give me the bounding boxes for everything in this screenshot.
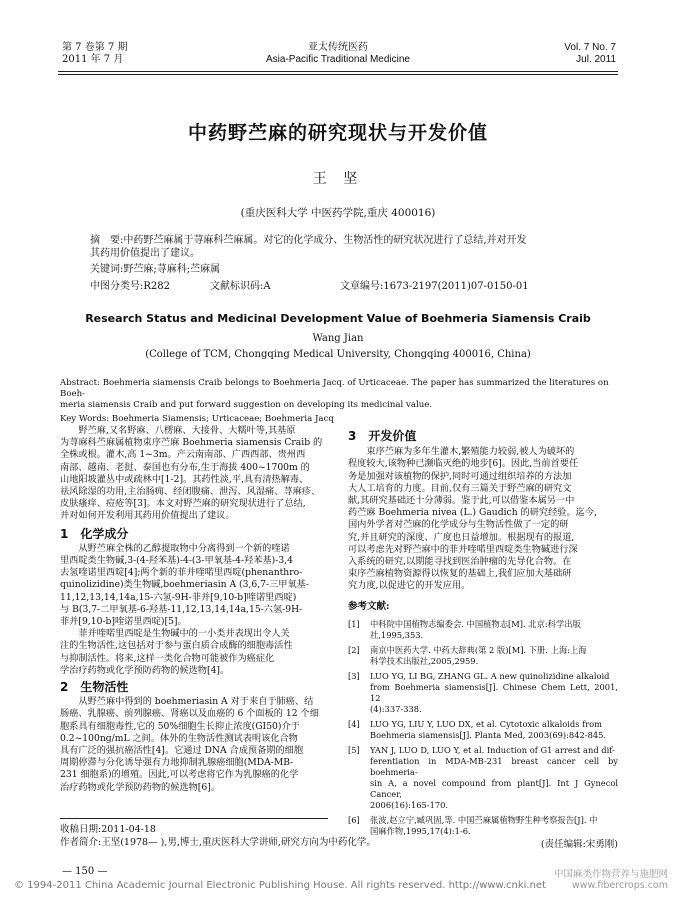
text-line: 菲并[9,10-b]喹诺里西啶)[5]。	[60, 616, 187, 628]
section-1-title: 1 化学成分	[60, 526, 129, 541]
text-line: 务是加强对该植物的保护,同时可通过组织培养的方法加	[348, 470, 572, 482]
text-line: 究力度,以促进它的开发应用。	[348, 580, 471, 592]
reference-text: from Boehmeria siamensis[J]. Chinese Chem Lett, 2001, 12	[370, 681, 618, 703]
abstract-cn-line: 摘 要:中药野苎麻属于荨麻科苎麻属。对它的化学成分、生物活性的研究状况进行了总结,并对开发	[90, 235, 527, 246]
reference-number: [2]	[348, 644, 360, 655]
header-rule-2	[58, 74, 618, 75]
text-line: 祛风除湿的功用,主治肠痈、经闭腹痛、泄泻、风湿痛、荨麻疹、	[60, 486, 321, 498]
text-line: 为荨麻科苎麻属植物束序苎麻 Boehmeria siamensis Craib 的	[60, 437, 323, 449]
copyright-notice: © 1994-2011 China Academic Journal Electronic Publishing House. All rights reserved. http://www.cnki.net	[14, 880, 546, 891]
text-line: 治疗药物或化学预防药物的候选物[6]。	[60, 781, 221, 793]
text-line: 束序苎麻植物资源得以恢复的基础上,我们应加大基础研	[348, 568, 572, 580]
text-line: 献,其研究基础还十分薄弱。鉴于此,可以借鉴本属另一中	[348, 495, 575, 507]
reference-text: 2006(16):165-170.	[370, 799, 449, 810]
right-column	[348, 430, 618, 851]
text-line: 可以考虑先对野苎麻中的菲并喹喏里西啶类生物碱进行深	[348, 543, 578, 555]
text-line: 去氢喹诺里西啶[4];两个新的菲并喹喏里西啶(phenanthro-	[60, 567, 303, 579]
abstract-cn	[90, 234, 620, 260]
author-bio: 作者简介:王坚(1978— ),男,博士,重庆医科大学讲师,研究方向为中药化学。	[60, 837, 376, 848]
references-title: 参考文献:	[348, 600, 390, 612]
text-line: 11,12,13,14,14a,15-六氢-9H-菲并[9,10-b]喹诺里西啶)	[60, 591, 297, 603]
abstract-en-line: Abstract: Boehmeria siamensis Craib belongs to Boehmeria Jacq. of Urticaceae. The paper has summarized the literatures on Boeh-	[60, 378, 609, 399]
section-3-body	[348, 446, 618, 592]
text-line: 从野苎麻中得到的 boehmeriasin A 对于来自于肺癌、结	[78, 696, 314, 708]
text-line: 胞系具有细胞毒性,它的 50%细胞生长抑止浓度(GI50)介于	[60, 720, 300, 732]
text-line: 南部、越南、老挝、泰国也有分布,生于海拔 400~1700m 的	[60, 461, 310, 473]
text-line: 皮肤瘙痒、痘疮等[3]。本文对野苎麻的研究现状进行了总结,	[60, 498, 306, 510]
journal-issue-en	[564, 42, 616, 66]
text-line: 学治疗药物或化学预防药物的候选物[4]。	[60, 664, 230, 676]
header-rule	[58, 71, 618, 72]
text-line: 从野苎麻全株的乙醇提取物中分离得到一个新的喹诺	[78, 542, 290, 554]
keywords-en: Key Words: Boehmeria Siamensis; Urticaceae; Boehmeria Jacq	[60, 414, 334, 424]
abstract-en	[60, 378, 618, 425]
watermark-line: 中国麻类作物营养与施肥网	[553, 869, 668, 880]
reference-text: 科学技术出版社,2005,2959.	[370, 655, 479, 666]
text-line: 大人工培育的力度。目前,仅有三篇关于野苎麻的研究文	[348, 482, 572, 494]
text-line: 程度较大,该物种已濒临灭绝的地步[6]。因此,当前首要任	[348, 458, 579, 470]
footnote-rule	[60, 818, 328, 819]
reference-number: [3]	[348, 670, 360, 681]
article-number: 文章编号:1673-2197(2011)07-0150-01	[340, 281, 529, 292]
issue-date: 2011 年 7 月	[62, 54, 124, 65]
text-line: 全株或根。灌木,高 1~3m。产云南南部、广西西部、贵州西	[60, 449, 306, 461]
reference-number: [5]	[348, 744, 360, 755]
reference-item	[348, 815, 618, 837]
text-line: 与 B(3,7-二甲氧基-6-羟基-11,12,13,14,14a,15-六氢-9H-	[60, 603, 303, 615]
issue-date-en: Jul. 2011	[576, 54, 616, 65]
reference-item	[348, 671, 618, 715]
section-3-title: 3 开发价值	[348, 429, 417, 443]
reference-text: 中科院中国植物志编委会. 中国植物志[M]. 北京:科学出版	[370, 618, 581, 629]
reference-number: [6]	[348, 814, 360, 825]
reference-number: [1]	[348, 618, 360, 629]
text-line: 并对如何开发利用其药用价值提出了建议。	[60, 510, 235, 522]
text-line: 菲并喹喏里西啶是生物碱中的一小类并表现出令人关	[78, 628, 290, 640]
text-line: 野苎麻,又名野麻、八楞麻、大接骨、大糯叶等,其基原	[78, 425, 296, 436]
document-code: 文献标识码:A	[210, 281, 271, 292]
section-2-title: 2 生物活性	[60, 680, 129, 695]
reference-text: YAN J, LUO D, LUO Y, et al. Induction of G1 arrest and dif-	[370, 744, 615, 755]
article-title-cn: 中药野苎麻的研究现状与开发价值	[187, 122, 488, 144]
text-line: 里西啶类生物碱,3-(4-羟苯基)-4-(3-甲氧基-4-羟苯基)-3,4	[60, 555, 293, 567]
reference-item	[348, 745, 618, 811]
text-line: quinolizidine)类生物碱,boehmeriasin A (3,6,7-三甲氧基-	[60, 579, 309, 591]
journal-name-en: Asia-Pacific Traditional Medicine	[266, 54, 410, 65]
author-cn: 王 坚	[312, 171, 364, 187]
references-list	[348, 619, 618, 837]
reference-text: (4):337-338.	[370, 703, 422, 714]
text-line: 束序苎麻为多年生灌木,繁殖能力较弱,被人为破坏的	[366, 446, 575, 458]
text-line: 究,并且研究的深度、广度也日益增加。根据现有的报道,	[348, 531, 575, 543]
reference-text: 国麻作物,1995,17(4):1-6.	[370, 825, 471, 836]
text-line: 药苎麻 Boehmeria nivea (L.) Gaudich 的研究经验。迄今,	[348, 507, 597, 519]
reference-text: 南京中医药大学. 中药大辞典(第 2 版)[M]. 下册. 上海:上海	[370, 644, 587, 655]
text-line: 周期停滞与分化诱导强有力地抑制乳腺癌细胞(MDA-MB-	[60, 757, 294, 769]
issue-volume-en: Vol. 7 No. 7	[564, 42, 616, 53]
footnote	[60, 823, 376, 849]
reference-text: 社,1995,353.	[370, 629, 424, 640]
affiliation-en: (College of TCM, Chongqing Medical University, Chongqing 400016, China)	[145, 349, 531, 360]
reference-text: 张波,赵立宁,臧巩固,等. 中国苎麻属植物野生种考察报告[J]. 中	[370, 814, 598, 825]
text-line: 与抑制活性。将来,这样一类化合物可能被作为癌症化	[60, 652, 275, 664]
reference-number: [4]	[348, 718, 360, 729]
text-line: 肠癌、乳腺癌、前列腺癌、肾癌以及血癌的 6 个面板的 12 个细	[60, 708, 319, 720]
clc-number: 中图分类号:R282	[90, 281, 170, 292]
left-column	[60, 425, 328, 794]
section-2-body	[60, 696, 328, 794]
text-line: 注的生物活性,这包括对于参与蛋白质合成酶的细胞毒活性	[60, 640, 293, 652]
reference-item	[348, 719, 618, 741]
text-line: 0.2~100ng/mL 之间。体外的生物活性测试表明该化合物	[60, 732, 298, 744]
author-en: Wang Jian	[312, 333, 364, 344]
reference-text: ferentiation in MDA-MB-231 breast cancer cell by boehmeria-	[370, 755, 618, 777]
abstract-cn-line: 其药用价值提出了建议。	[90, 248, 200, 259]
editor-credit: (责任编辑:宋勇刚)	[540, 838, 618, 850]
text-line: 国内外学者对苎麻的化学成分与生物活性做了一定的研	[348, 519, 569, 531]
received-date: 收稿日期:2011-04-18	[60, 824, 156, 835]
keywords-cn: 关键词:野苎麻;荨麻科;苎麻属	[90, 264, 221, 275]
text-line: 231 细胞系)的增殖。因此,可以考虑将它作为乳腺癌的化学	[60, 769, 299, 781]
text-line: 入系统的研究,以期能寻找到医治肿瘤的先导化合物。在	[348, 556, 572, 568]
watermark	[554, 866, 668, 891]
text-line: 山地阳坡灌丛中或疏林中[1-2]。其药性淡,平,具有清热解毒、	[60, 473, 309, 485]
reference-item	[348, 619, 618, 641]
article-title-en: Research Status and Medicinal Development Value of Boehmeria Siamensis Craib	[85, 312, 591, 325]
section-1-body	[60, 543, 328, 677]
page-number: — 150 —	[62, 866, 108, 877]
reference-item	[348, 645, 618, 667]
issue-volume: 第 7 卷第 7 期	[62, 42, 128, 53]
reference-text: sin A, a novel compound from plant[J]. Int J Gynecol Cancer,	[370, 777, 618, 799]
journal-name-cn: 亚太传统医药	[308, 42, 368, 53]
intro-paragraph	[60, 425, 328, 523]
watermark-line: www.fibercrops.com	[571, 880, 668, 891]
abstract-en-line: meria siamensis Craib and put forward suggestion on developing its medicinal value.	[60, 400, 433, 410]
text-line: 具有广泛的强抗癌活性[4]。它通过 DNA 合成预备期的细胞	[60, 745, 304, 757]
reference-text: Boehmeria siamensis[J]. Planta Med, 2003(69):842-845.	[370, 729, 607, 740]
reference-text: LUO YG, LI BG, ZHANG GL. A new quinolizidine alkaloid	[370, 670, 610, 681]
affiliation-cn: (重庆医科大学 中医药学院,重庆 400016)	[240, 207, 436, 219]
reference-text: LUO YG, LIU Y, LUO DX, et al. Cytotoxic alkaloids from	[370, 718, 603, 729]
